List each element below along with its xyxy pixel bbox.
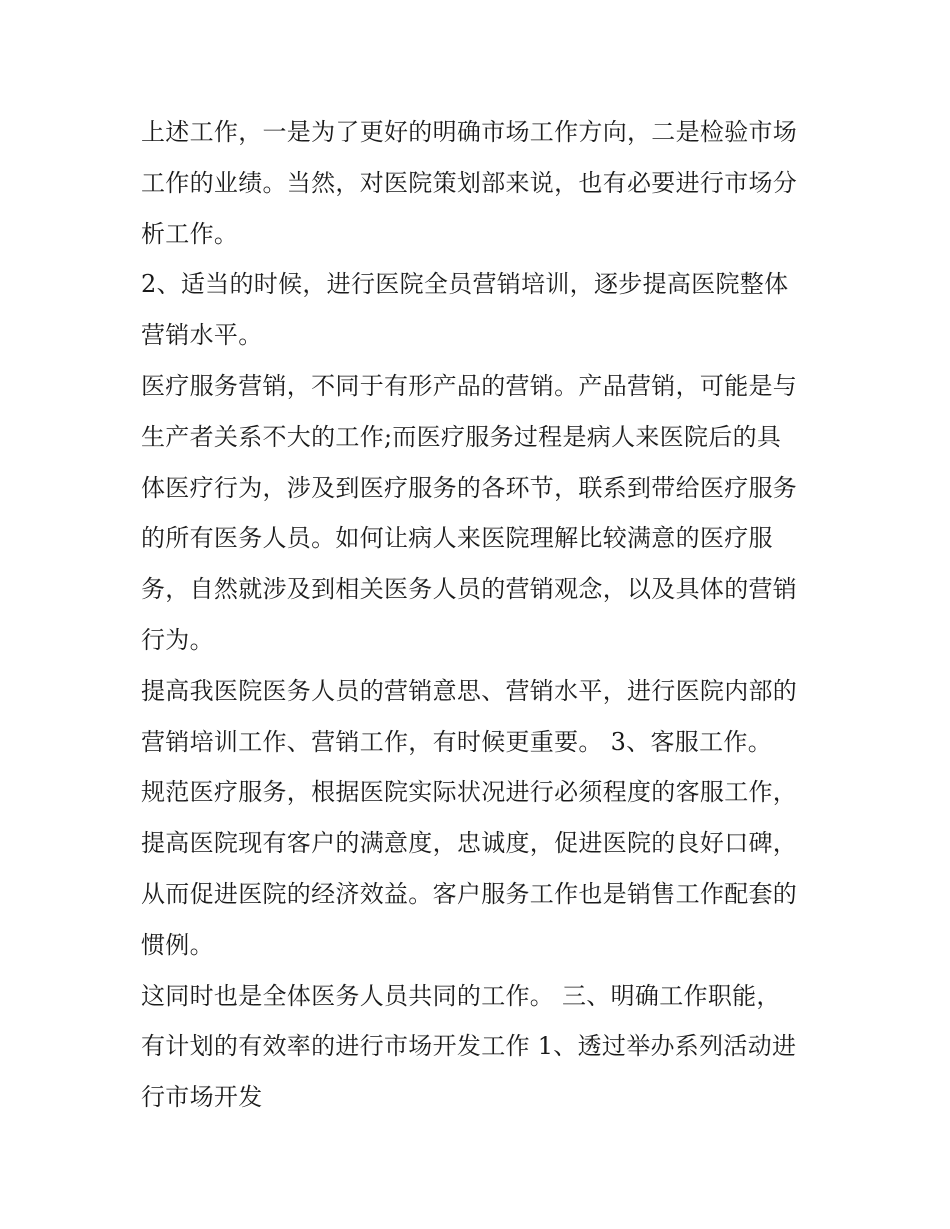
- text-line: 务，自然就涉及到相关医务人员的营销观念，以及具体的营销: [141, 575, 798, 604]
- text-line: 生产者关系不大的工作;而医疗服务过程是病人来医院后的具: [141, 422, 782, 451]
- text-line: 提高医院现有客户的满意度，忠诚度，促进医院的良好口碑，: [141, 829, 798, 858]
- text-line: 行为。: [141, 625, 214, 654]
- text-line: 规范医疗服务，根据医院实际状况进行必须程度的客服工作，: [141, 778, 798, 807]
- text-line: 从而促进医院的经济效益。客户服务工作也是销售工作配套的: [141, 879, 798, 908]
- text-line: 有计划的有效率的进行市场开发工作 1、透过举办系列活动进: [141, 1032, 797, 1061]
- text-line: 上述工作，一是为了更好的明确市场工作方向，二是检验市场: [141, 118, 798, 146]
- text-line: 这同时也是全体医务人员共同的工作。 三、明确工作职能，: [141, 981, 781, 1010]
- document-body: [141, 107, 821, 1123]
- text-line: 医疗服务营销，不同于有形产品的营销。产品营销，可能是与: [141, 371, 798, 400]
- text-line: 工作的业绩。当然，对医院策划部来说，也有必要进行市场分: [141, 168, 798, 197]
- text-line: 营销培训工作、营销工作，有时候更重要。 3、客服工作。: [141, 727, 772, 756]
- text-line: 2、适当的时候，进行医院全员营销培训，逐步提高医院整体: [141, 270, 789, 299]
- text-line: 的所有医务人员。如何让病人来医院理解比较满意的医疗服: [141, 524, 773, 553]
- text-line: 提高我医院医务人员的营销意思、营销水平，进行医院内部的: [141, 676, 798, 705]
- text-line: 析工作。: [141, 219, 239, 248]
- text-line: 行市场开发: [141, 1083, 263, 1112]
- text-line: 营销水平。: [141, 321, 263, 350]
- text-line: 惯例。: [141, 930, 214, 959]
- text-line: 体医疗行为，涉及到医疗服务的各环节，联系到带给医疗服务: [141, 473, 798, 502]
